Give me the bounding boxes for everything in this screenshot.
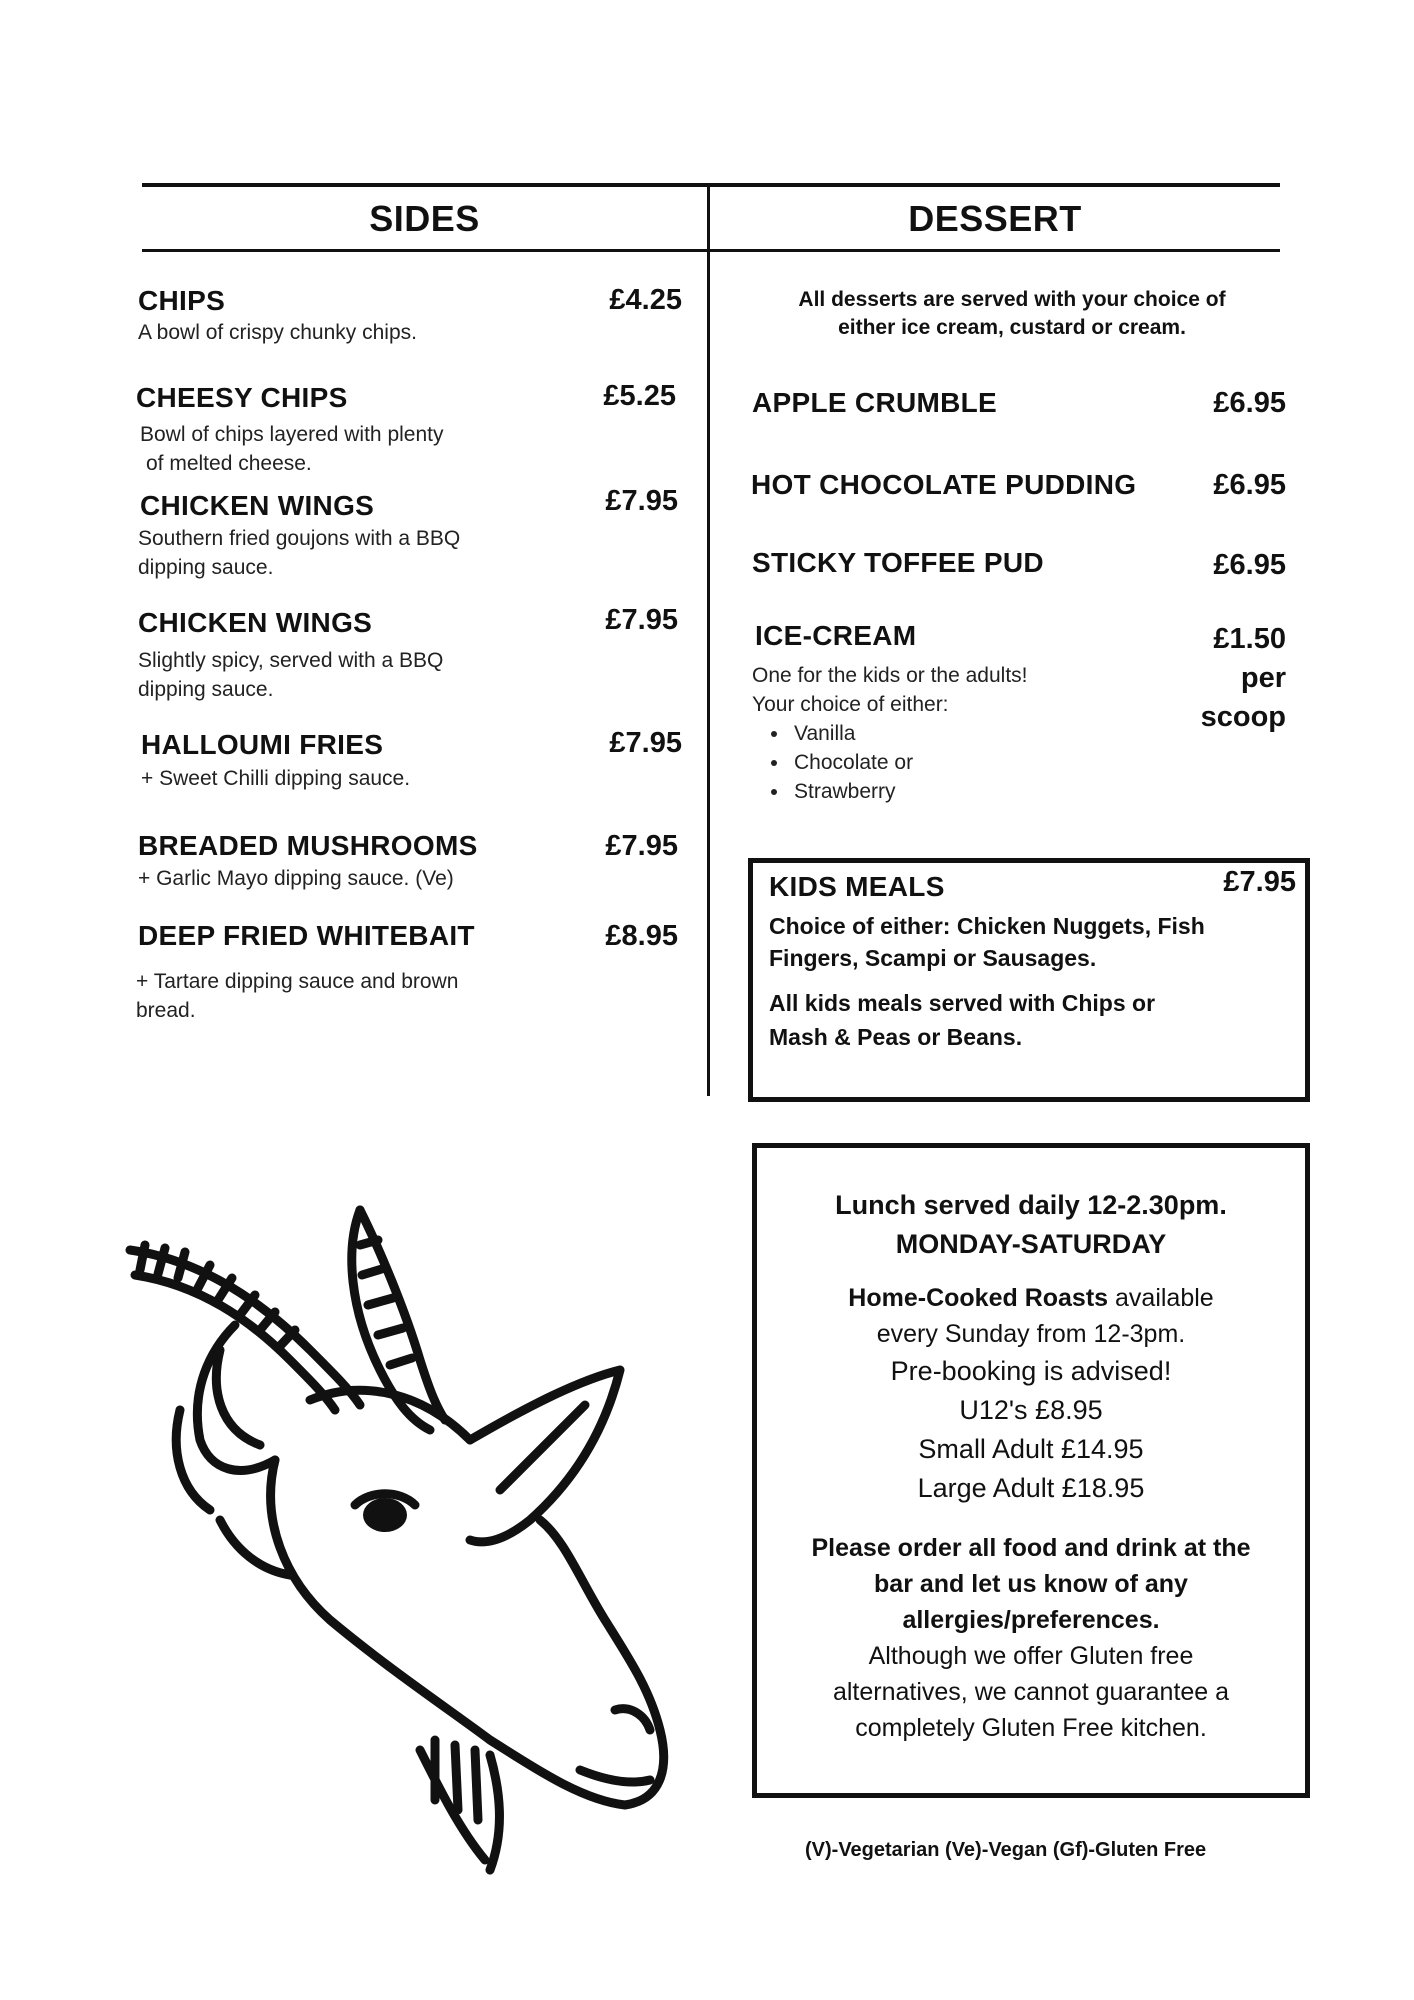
gluten-line: alternatives, we cannot guarantee a xyxy=(832,1678,1230,1706)
dessert-heading: DESSERT xyxy=(908,198,1082,239)
roast-price: U12's £8.95 xyxy=(959,1395,1103,1425)
order-line: Please order all food and drink at the xyxy=(811,1534,1251,1562)
roasts-rest: available xyxy=(1108,1284,1214,1312)
item-description: A bowl of crispy chunky chips. xyxy=(138,321,417,344)
roasts-bold: Home-Cooked Roasts xyxy=(848,1284,1109,1312)
list-item: • Strawberry xyxy=(790,777,913,806)
ice-cream-price-line: £1.50 xyxy=(1213,623,1286,655)
item-price: £8.95 xyxy=(605,920,678,952)
item-name: BREADED MUSHROOMS xyxy=(138,830,478,861)
roasts-line xyxy=(757,1280,1305,1316)
kids-meals-served-line: Mash & Peas or Beans. xyxy=(769,1024,1023,1050)
prebook-note: Pre-booking is advised! xyxy=(890,1356,1172,1386)
item-description-line: of melted cheese. xyxy=(146,452,312,475)
item-name: CHICKEN WINGS xyxy=(138,607,373,638)
ice-cream-description-line: Your choice of either: xyxy=(752,693,949,716)
item-name: CHIPS xyxy=(138,285,226,316)
ice-cream-price-line: scoop xyxy=(1200,701,1286,733)
dessert-item-price: £6.95 xyxy=(1213,387,1286,419)
kids-meals-served xyxy=(769,986,1155,1054)
gluten-note xyxy=(757,1638,1305,1746)
kids-meals-price: £7.95 xyxy=(1223,866,1296,898)
item-name: DEEP FRIED WHITEBAIT xyxy=(138,920,475,951)
kids-meals-choice xyxy=(769,910,1205,974)
order-line: allergies/preferences. xyxy=(902,1606,1160,1634)
item-name: HALLOUMI FRIES xyxy=(141,729,384,760)
item-description-line: + Tartare dipping sauce and brown xyxy=(136,970,459,993)
dessert-item-price: £6.95 xyxy=(1213,469,1286,501)
dessert-intro-line: either ice cream, custard or cream. xyxy=(838,316,1186,339)
item-description-line: dipping sauce. xyxy=(138,556,274,579)
list-item: • Chocolate or xyxy=(790,748,913,777)
item-name: CHEESY CHIPS xyxy=(136,382,348,413)
top-rule xyxy=(142,183,1280,187)
column-divider xyxy=(707,186,710,1096)
roast-price: Large Adult £18.95 xyxy=(917,1473,1145,1503)
dessert-intro-line: All desserts are served with your choice of xyxy=(798,288,1226,311)
info-box-content xyxy=(757,1186,1305,1746)
item-price: £7.95 xyxy=(609,727,682,759)
item-price: £7.95 xyxy=(605,604,678,636)
kids-meals-title: KIDS MEALS xyxy=(769,871,945,902)
item-description-line: Southern fried goujons with a BBQ xyxy=(138,527,461,550)
lunch-line: Lunch served daily 12-2.30pm. xyxy=(835,1190,1227,1220)
header-bottom-rule xyxy=(142,249,1280,252)
dessert-item-name: STICKY TOFFEE PUD xyxy=(752,547,1044,578)
roast-price: Small Adult £14.95 xyxy=(918,1434,1144,1464)
lunch-times xyxy=(757,1186,1305,1264)
gluten-line: completely Gluten Free kitchen. xyxy=(855,1714,1207,1742)
item-description: + Garlic Mayo dipping sauce. (Ve) xyxy=(138,867,454,890)
dessert-item-name: APPLE CRUMBLE xyxy=(752,387,998,418)
ice-cream-description-line: One for the kids or the adults! xyxy=(752,664,1028,687)
goat-head-icon xyxy=(60,1190,700,1880)
item-price: £7.95 xyxy=(605,830,678,862)
dessert-intro xyxy=(752,286,1272,342)
order-note xyxy=(757,1530,1305,1638)
kids-meals-choice-line: Choice of either: Chicken Nuggets, Fish xyxy=(769,913,1205,939)
dietary-legend: (V)-Vegetarian (Ve)-Vegan (Gf)-Gluten Free xyxy=(805,1839,1207,1861)
order-line: bar and let us know of any xyxy=(874,1570,1188,1598)
roast-prices xyxy=(757,1352,1305,1508)
kids-meals-served-line: All kids meals served with Chips or xyxy=(769,990,1156,1016)
sides-heading: SIDES xyxy=(369,198,480,239)
gluten-line: Although we offer Gluten free xyxy=(868,1642,1194,1670)
item-description-line: bread. xyxy=(136,999,196,1022)
item-description-line: dipping sauce. xyxy=(138,678,274,701)
item-description-line: Slightly spicy, served with a BBQ xyxy=(138,649,444,672)
item-name: CHICKEN WINGS xyxy=(140,490,375,521)
item-description-line: Bowl of chips layered with plenty xyxy=(140,423,444,446)
ice-cream-price xyxy=(1160,620,1286,737)
item-price: £5.25 xyxy=(603,380,676,412)
roasts-line: every Sunday from 12-3pm. xyxy=(876,1320,1186,1348)
item-description: + Sweet Chilli dipping sauce. xyxy=(141,767,411,790)
dessert-item-name: HOT CHOCOLATE PUDDING xyxy=(751,469,1137,500)
ice-cream-price-line: per xyxy=(1240,662,1286,694)
item-price: £4.25 xyxy=(609,284,682,316)
list-item: • Vanilla xyxy=(790,719,913,748)
ice-cream-flavour-list xyxy=(752,719,913,806)
roasts-info xyxy=(757,1280,1305,1352)
ice-cream-name: ICE-CREAM xyxy=(755,620,917,651)
kids-meals-choice-line: Fingers, Scampi or Sausages. xyxy=(769,945,1097,971)
lunch-line: MONDAY-SATURDAY xyxy=(895,1229,1167,1259)
item-price: £7.95 xyxy=(605,485,678,517)
dessert-item-price: £6.95 xyxy=(1213,549,1286,581)
